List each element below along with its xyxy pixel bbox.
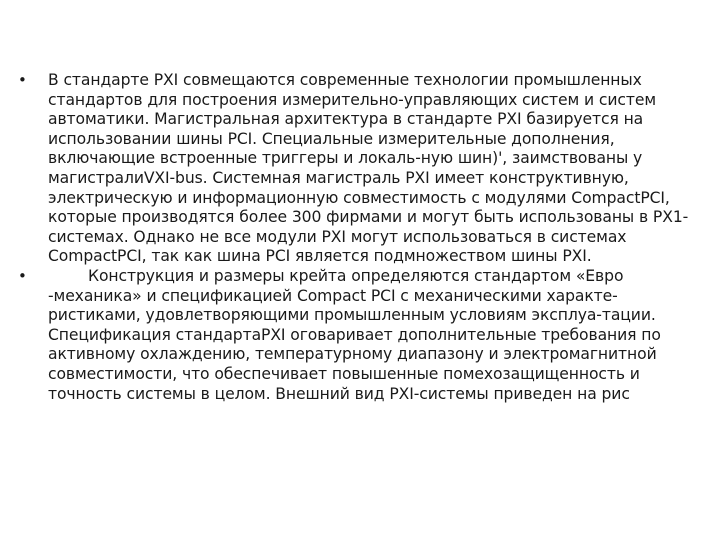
bullet-item-crate-design	[18, 267, 708, 404]
bullet-text: Конструкция и размеры крейта определяются стандартом «Евро -механика» и спецификацией Compact PCI с механическими характе-ристиками, удовлетворяющими промышленным условиям эксплуа-тации. Спецификация стандартаPXI оговаривает дополнительные требования по активному охлаждению, температурному диапазону и электромагнитной совместимости, что обеспечивает повышенные помехозащищенность и точность системы в целом. Внешний вид PXI-системы приведен на рис	[48, 266, 661, 403]
bullet-icon: •	[18, 71, 27, 89]
bullet-list	[18, 71, 708, 404]
bullet-item-pxi-standard	[18, 71, 708, 267]
bullet-text: В стандарте PXI совмещаются современные технологии промышленных стандартов для построения измерительно-управляющих систем и систем автоматики. Магистральная архитектура в стандарте PXI базируется на использовании шины PCI. Специальные измерительные дополнения, включающие встроенные триггеры и локаль-ную шин)', заимствованы у магистралиVXI-bus. Системная магистраль PXI имеет конструктивную, электрическую и информационную совместимость с модулями CompactPCI, которые производятся более 300 фирмами и могут быть использованы в PX1-системах. Однако не все модули PXI могут использоваться в системах CompactPCI, так как шина PCI является подмножеством шины PXI.	[48, 71, 689, 266]
bullet-icon: •	[18, 266, 27, 285]
